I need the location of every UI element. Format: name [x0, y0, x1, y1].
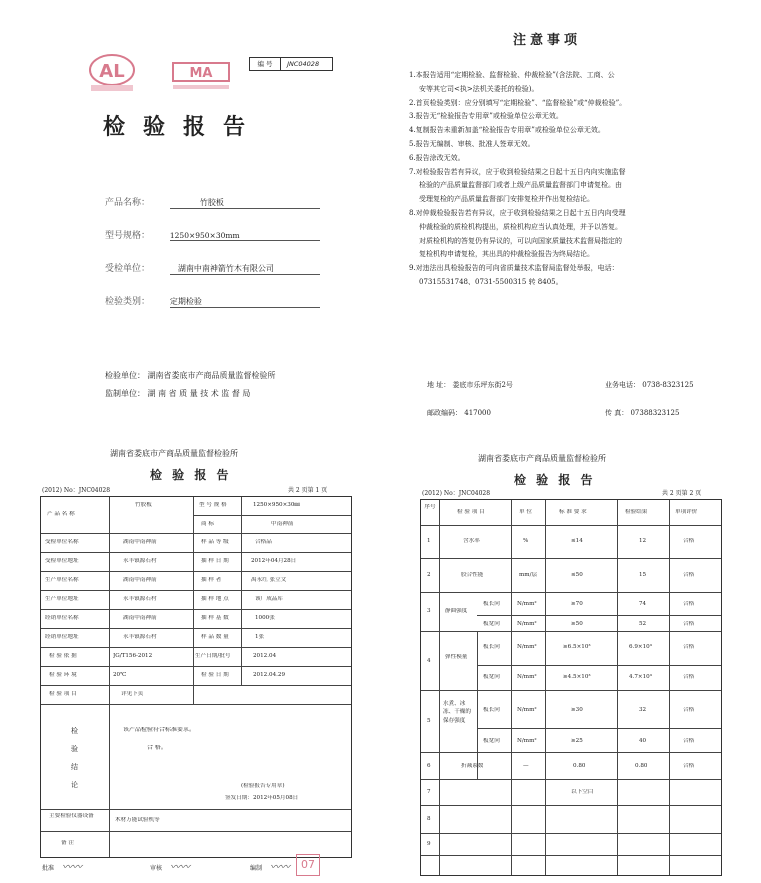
cal-logo [83, 53, 141, 93]
item-unit: N/mm² [517, 674, 537, 680]
item-unit: — [523, 763, 529, 769]
label-inspected-address: 受检单位地址 [45, 558, 79, 564]
note-line: 检验的产品质量监督部门或者上级产品质量监督部门申请复检。由 [419, 181, 622, 190]
contact-postcode [427, 409, 491, 418]
table-row: 8 [427, 816, 431, 822]
item-name: 含水率 [463, 538, 480, 544]
value-trademark: 中南神箭 [271, 521, 294, 527]
note-line: 对质检机构的答复仍有异议的，可以向国家质量技术监督局指定的 [419, 236, 622, 245]
header-evaluation: 单项评价 [675, 509, 698, 515]
svg-text:MA: MA [189, 66, 213, 81]
item-direction: 板宽向 [483, 738, 500, 744]
item-standard: ≥70 [571, 601, 583, 607]
label-trademark: 商 标 [201, 521, 214, 527]
item-result: 32 [639, 707, 647, 713]
value-model: 1250×950×30㎜ [253, 502, 300, 508]
signature-compile [250, 862, 290, 874]
value-sampling-place: 该厂成品库 [255, 596, 283, 602]
equipment-value: 木材万能试验机等 [115, 817, 160, 823]
label-sample-grade: 样 品 等 级 [201, 539, 229, 545]
signature-scribble: 〰〰 [169, 862, 190, 873]
label-sampling-date: 抽 样 日 期 [201, 558, 229, 564]
item-direction: 板长向 [483, 644, 500, 650]
item-evaluation: 合格 [683, 644, 695, 650]
header-standard: 标 准 要 求 [559, 509, 587, 515]
header-result: 检验结果 [625, 509, 648, 515]
value-items: 详见下页 [121, 691, 144, 697]
inspect-unit-label: 检验单位： [105, 371, 145, 380]
item-standard: ≥25 [571, 738, 583, 744]
value-environment: 20℃ [113, 672, 127, 678]
header-unit: 单 位 [519, 509, 532, 515]
fax-label: 传 真： [605, 409, 629, 417]
label-inspection-date: 检 验 日 期 [201, 672, 229, 678]
item-standard: ≥50 [571, 621, 583, 627]
report-number: JNC04028 [287, 60, 320, 68]
note-line: 07315531748、0731-5500315 转 8405。 [419, 277, 563, 286]
header-item: 检 验 项 目 [457, 509, 485, 515]
item-direction: 板宽向 [483, 621, 500, 627]
label-product-name: 产 品 名 称 [47, 511, 75, 517]
equipment-label: 主要检验仪器设备 [49, 813, 94, 819]
field-value: 竹胶板 [170, 197, 320, 209]
page2-org: 湖南省娄底市产商品质量监督检验所 [478, 454, 606, 463]
conclusion-text: 该产品检验符合标准要求。 [123, 727, 196, 733]
label-inspected-unit: 受检单位名称 [45, 539, 79, 545]
page2-table [420, 499, 722, 876]
item-evaluation: 合格 [683, 763, 695, 769]
contact-fax [605, 409, 679, 418]
item-standard: ≤50 [571, 572, 583, 578]
label-producer-address: 生产单位地址 [45, 596, 79, 602]
item-evaluation: 合格 [683, 621, 695, 627]
item-standard: ≥30 [571, 707, 583, 713]
item-name: 胶合性能 [461, 572, 484, 578]
value-basis: JG/T156-2012 [113, 653, 153, 659]
item-result: 12 [639, 538, 647, 544]
note-line: 7.对检验报告若有异议，应于收到检验结果之日起十五日内向实施监督 [409, 167, 626, 176]
note-line: 仲裁检验的质检机构提出，质检机构应当认真处理，并予以答复。 [419, 222, 622, 231]
label-environment: 检 验 环 境 [49, 672, 77, 678]
table-row: 7 [427, 789, 431, 795]
label-basis: 检 验 依 据 [49, 653, 77, 659]
notes-list [409, 71, 749, 292]
item-result: 0.80 [635, 763, 648, 769]
item-standard: 0.80 [573, 763, 586, 769]
page2-page-count: 共 2 页第 2 页 [662, 490, 702, 497]
supervise-unit-line [105, 388, 250, 399]
item-result: 6.9×10³ [629, 644, 652, 650]
cma-logo [167, 57, 235, 93]
contact-address [427, 381, 513, 390]
blank-note: 以下空白 [571, 789, 594, 795]
field-label: 产品名称： [105, 198, 151, 208]
label-sample-qty: 样 品 数 量 [201, 634, 229, 640]
signature-approve [42, 862, 82, 874]
item-unit: N/mm² [517, 644, 537, 650]
inspect-unit-line [105, 370, 276, 381]
label-dealer-address: 经销单位地址 [45, 634, 79, 640]
page2-report-no: (2012) No：JNC04028 [422, 490, 491, 497]
item-unit: N/mm² [517, 707, 537, 713]
table-row: 1 [427, 538, 431, 544]
label-model: 型 号 规 格 [199, 502, 227, 508]
value-production-date: 2012.04 [253, 653, 277, 659]
cma-logo-icon [167, 57, 235, 93]
fax: 07388323125 [630, 409, 680, 417]
item-evaluation: 合格 [683, 674, 695, 680]
issue-date: 签发日期：2012年05月08日 [225, 795, 299, 801]
value-sampler: 禹永红 张立文 [251, 577, 287, 583]
note-line: 复检机构申请复检，其出具的仲裁检验报告为终局结论。 [419, 250, 594, 259]
note-line: 3.报告无“检验报告专用章”或检验单位公章无效。 [409, 112, 563, 121]
conclusion-result: 合 格。 [147, 745, 167, 751]
item-evaluation: 合格 [683, 707, 695, 713]
address: 娄底市乐坪东街2号 [452, 381, 513, 389]
item-evaluation: 合格 [683, 601, 695, 607]
item-unit: % [523, 538, 529, 544]
value-producer: 湖南中南神箭 [123, 577, 157, 583]
report-stamp-text: (检验报告专用章) [241, 783, 285, 789]
note-line: 8.对仲裁检验报告若有异议，应于收到检验结果之日起十五日内向受理 [409, 208, 626, 217]
item-result: 15 [639, 572, 647, 578]
item-name: 弹性模量 [445, 654, 468, 660]
item-direction: 板长向 [483, 601, 500, 607]
label-dealer: 经销单位名称 [45, 615, 79, 621]
sign-approve-label: 批准 [42, 865, 55, 872]
inspect-unit: 湖南省娄底市产商品质量监督检验所 [147, 371, 276, 380]
label-producer: 生产单位名称 [45, 577, 79, 583]
item-direction: 板长向 [483, 707, 500, 713]
page1-report-no: (2012) No：JNC04028 [42, 487, 111, 494]
item-result: 4.7×10³ [629, 674, 652, 680]
signature-review [150, 862, 190, 874]
field-inspection-type [105, 294, 335, 327]
item-standard: ≥6.5×10³ [563, 644, 591, 650]
table-row: 4 [427, 658, 431, 664]
table-row: 9 [427, 841, 431, 847]
report-cover [5, 5, 365, 430]
cover-fields [105, 195, 335, 327]
notes-page [405, 5, 755, 430]
note-line: 2.首页检验类别：应分别填写“定期检验”、“监督检验”或“仲裁检验”。 [409, 98, 627, 107]
item-standard: ≥4.5×10³ [563, 674, 591, 680]
item-unit: mm/层 [519, 572, 538, 578]
value-producer-address: 永丰镇源石村 [123, 596, 157, 602]
note-line: 1.本报告适用“定期检验、监督检验、仲裁检验”(含法院、工商、公 [409, 71, 615, 79]
table-row: 5 [427, 718, 431, 724]
field-value: 湖南中南神箭竹木有限公司 [170, 263, 320, 275]
item-standard: ≤14 [571, 538, 583, 544]
item-name: 水煮、冰冻、干燥的保存强度 [443, 701, 471, 724]
item-name: 折减系数 [461, 763, 484, 769]
item-name: 静曲强度 [445, 608, 468, 614]
field-label: 型号规格： [105, 231, 151, 241]
note-line: 安等其它司<执>法机关委托的检验)。 [419, 84, 539, 93]
postcode-label: 邮政编码： [427, 409, 462, 417]
report-page-1 [40, 440, 365, 880]
label-sampling-place: 抽 样 地 点 [201, 596, 229, 602]
value-inspected-address: 永丰镇源石村 [123, 558, 157, 564]
supervise-unit-label: 监制单位： [105, 389, 145, 398]
page1-org: 湖南省娄底市产商品质量监督检验所 [110, 449, 238, 458]
item-result: 40 [639, 738, 647, 744]
label-production-date: 生产日期/批号 [195, 653, 231, 659]
value-inspection-date: 2012.04.29 [253, 672, 286, 678]
cal-logo-icon [83, 53, 141, 93]
supervise-unit: 湖 南 省 质 量 技 术 监 督 局 [147, 389, 251, 398]
field-product-name [105, 195, 335, 228]
item-evaluation: 合格 [683, 538, 695, 544]
svg-text:AL: AL [99, 61, 125, 82]
page2-title: 检 验 报 告 [514, 473, 596, 487]
sign-compile-label: 编制 [250, 865, 263, 872]
address-label: 地 址： [427, 381, 451, 389]
contact-phone [605, 381, 694, 390]
table-row: 3 [427, 608, 431, 614]
value-sampling-date: 2012年04月28日 [251, 558, 297, 564]
value-inspected-unit: 湖南中南神箭 [123, 539, 157, 545]
report-page-2 [420, 445, 755, 880]
value-dealer: 湖南中南神箭 [123, 615, 157, 621]
page1-page-count: 共 2 页第 1 页 [288, 487, 328, 494]
item-evaluation: 合格 [683, 572, 695, 578]
item-direction: 板宽向 [483, 674, 500, 680]
field-value: 定期检验 [170, 296, 320, 308]
notes-title: 注意事项 [513, 33, 582, 48]
table-row: 2 [427, 572, 431, 578]
page1-table [40, 496, 352, 858]
note-line: 9.对违法出具检验报告的可向省质量技术监督局监督处举报，电话： [409, 264, 619, 273]
item-evaluation: 合格 [683, 738, 695, 744]
table-row: 6 [427, 763, 431, 769]
note-line: 6.报告涂改无效。 [409, 153, 465, 162]
field-label: 检验类别： [105, 297, 151, 307]
report-number-label: 编 号 [250, 58, 281, 70]
phone: 0738-8323125 [642, 381, 694, 389]
field-label: 受检单位： [105, 264, 151, 274]
cover-title: 检验报告 [103, 114, 264, 140]
item-unit: N/mm² [517, 601, 537, 607]
value-sample-qty: 1张 [255, 634, 265, 640]
note-line: 受理复检的产品质量监督部门安排复检并作出复检结论。 [419, 195, 594, 204]
signature-scribble: 〰〰 [269, 862, 290, 873]
label-sampling-base: 抽 样 基 数 [201, 615, 229, 621]
item-result: 52 [639, 621, 647, 627]
page1-title: 检 验 报 告 [150, 468, 232, 482]
page-stamp: 07 [296, 854, 320, 876]
item-result: 74 [639, 601, 647, 607]
header-no: 序号 [424, 504, 436, 510]
phone-label: 业务电话： [605, 381, 640, 389]
sign-review-label: 审核 [150, 865, 163, 872]
remark-label: 备 注 [61, 840, 74, 846]
value-product-name: 竹胶板 [135, 502, 152, 508]
field-value: 1250×950×30mm [170, 231, 320, 241]
field-model [105, 228, 335, 261]
label-items: 检 验 项 目 [49, 691, 77, 697]
report-number-box [249, 57, 333, 71]
postcode: 417000 [464, 409, 491, 417]
note-line: 4.复制报告未重新加盖“检验报告专用章”或检验单位公章无效。 [409, 126, 605, 135]
value-dealer-address: 永丰镇源石村 [123, 634, 157, 640]
note-line: 5.报告无编制、审核、批准人签章无效。 [409, 139, 535, 148]
item-unit: N/mm² [517, 738, 537, 744]
value-sampling-base: 1000张 [255, 615, 275, 621]
conclusion-label: 检验结论 [71, 727, 78, 789]
signature-scribble: 〰〰 [61, 862, 82, 873]
item-unit: N/mm² [517, 621, 537, 627]
value-sample-grade: 合格品 [255, 539, 272, 545]
field-inspected-unit [105, 261, 335, 294]
label-sampler: 抽 样 者 [201, 577, 222, 583]
